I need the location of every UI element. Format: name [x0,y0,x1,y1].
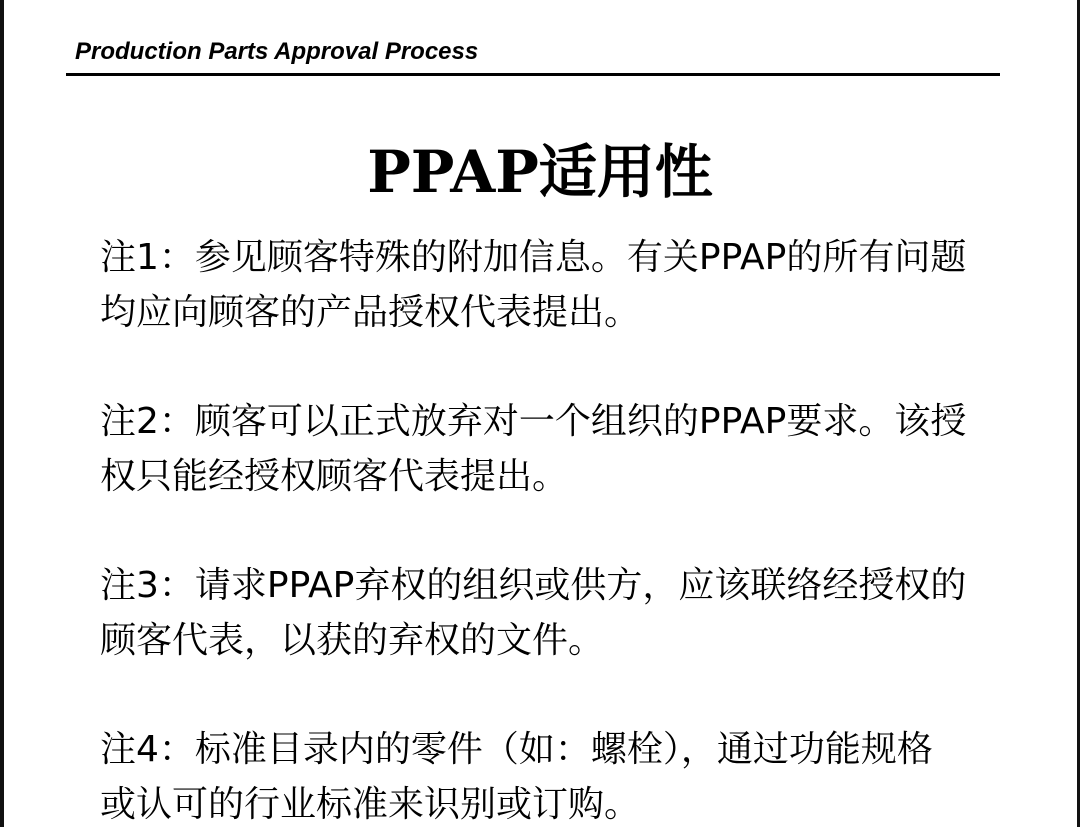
notes-list [100,230,980,832]
note-line: 注2：顾客可以正式放弃对一个组织的PPAP要求。该授 [100,401,967,442]
note-line: 权只能经授权顾客代表提出。 [100,456,569,497]
header-title: Production Parts Approval Process [75,38,479,65]
note-line: 注4：标准目录内的零件（如：螺栓），通过功能规格 [100,729,933,770]
note-3 [100,558,980,668]
slide-title: PPAP适用性 [367,138,713,206]
note-line: 注3：请求PPAP弃权的组织或供方，应该联络经授权的 [100,565,967,606]
note-line: 均应向顾客的产品授权代表提出。 [100,292,641,333]
note-1 [100,230,980,340]
note-4 [100,722,980,832]
note-line: 注1：参见顾客特殊的附加信息。有关PPAP的所有问题 [100,237,967,278]
note-line: 顾客代表，以获的弃权的文件。 [100,620,605,661]
note-line: 或认可的行业标准来识别或订购。 [100,784,641,825]
note-2 [100,394,980,504]
header-divider [66,73,1000,76]
